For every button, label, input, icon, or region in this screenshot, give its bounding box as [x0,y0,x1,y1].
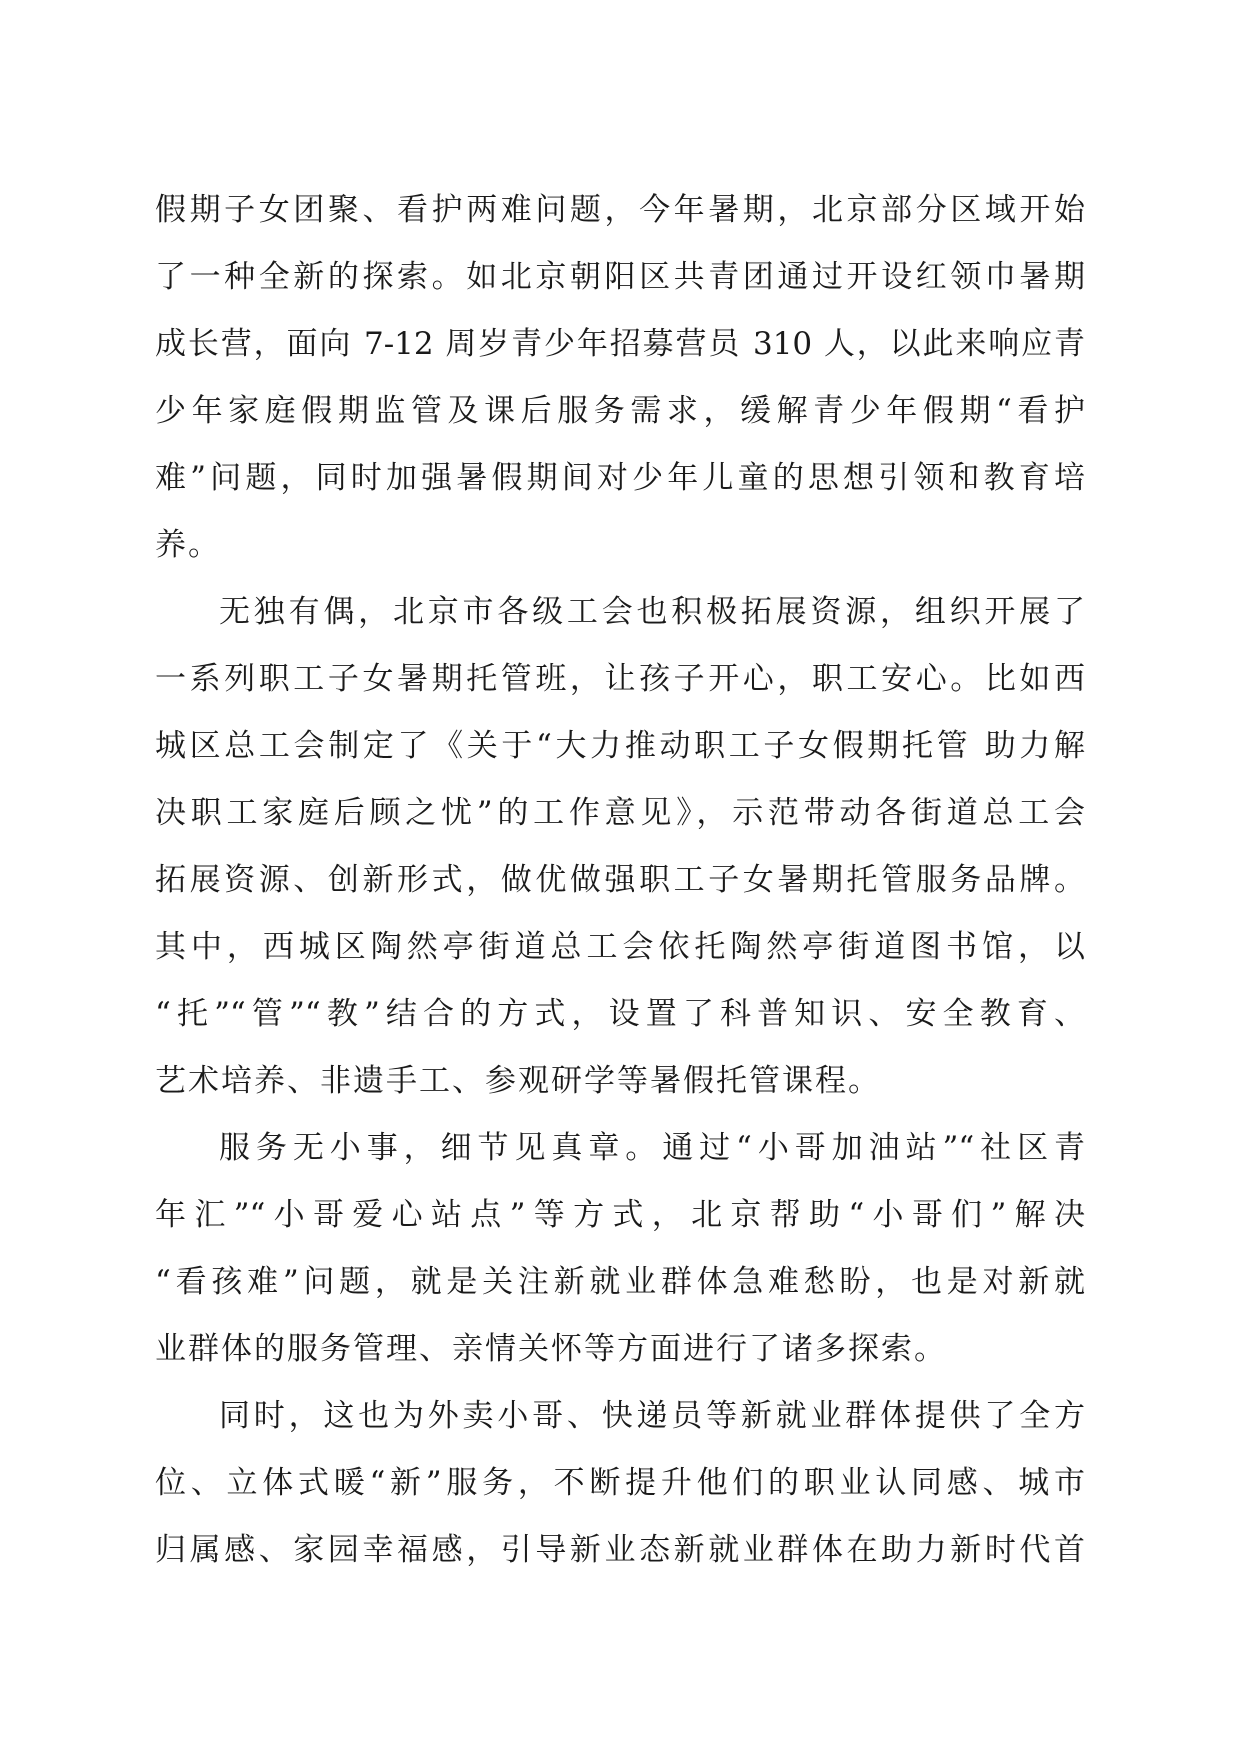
text-line: 业群体的服务管理、亲情关怀等方面进行了诸多探索。 [155,1331,947,1367]
text-line: 城区总工会制定了《关于“大力推动职工子女假期托管 助力解 [155,728,1085,764]
text-line: 其中，西城区陶然亭街道总工会依托陶然亭街道图书馆，以 [155,929,1085,965]
text-line: 决职工家庭后顾之忧”的工作意见》，示范带动各街道总工会 [155,795,1085,831]
text-line: 假期子女团聚、看护两难问题，今年暑期，北京部分区域开始 [155,192,1085,228]
text-line: 年汇”“小哥爱心站点”等方式，北京帮助“小哥们”解决 [155,1197,1085,1233]
text-line: 同时，这也为外卖小哥、快递员等新就业群体提供了全方 [219,1398,1085,1434]
text-line: 少年家庭假期监管及课后服务需求，缓解青少年假期“看护 [155,393,1085,429]
text-line: 艺术培养、非遗手工、参观研学等暑假托管课程。 [155,1063,881,1099]
text-line: 服务无小事，细节见真章。通过“小哥加油站”“社区青 [219,1130,1085,1166]
paragraph [155,1394,1085,1595]
text-line: “托”“管”“教”结合的方式，设置了科普知识、安全教育、 [155,996,1085,1032]
text-line: 养。 [155,527,221,563]
text-line: 成长营，面向 7-12 周岁青少年招募营员 310 人，以此来响应青 [155,326,1085,362]
body-text [155,188,1085,1595]
text-line: 位、立体式暖“新”服务，不断提升他们的职业认同感、城市 [155,1465,1085,1501]
text-line: 了一种全新的探索。如北京朝阳区共青团通过开设红领巾暑期 [155,259,1085,295]
text-line: 难”问题，同时加强暑假期间对少年儿童的思想引领和教育培 [155,460,1085,496]
text-line: 一系列职工子女暑期托管班，让孩子开心，职工安心。比如西 [155,661,1085,697]
text-line: 拓展资源、创新形式，做优做强职工子女暑期托管服务品牌。 [155,862,1085,898]
text-line: 无独有偶，北京市各级工会也积极拓展资源，组织开展了 [219,594,1085,630]
paragraph [155,590,1085,1126]
text-line: 归属感、家园幸福感，引导新业态新就业群体在助力新时代首 [155,1532,1085,1568]
paragraph [155,188,1085,590]
text-line: “看孩难”问题，就是关注新就业群体急难愁盼，也是对新就 [155,1264,1085,1300]
paragraph [155,1126,1085,1394]
